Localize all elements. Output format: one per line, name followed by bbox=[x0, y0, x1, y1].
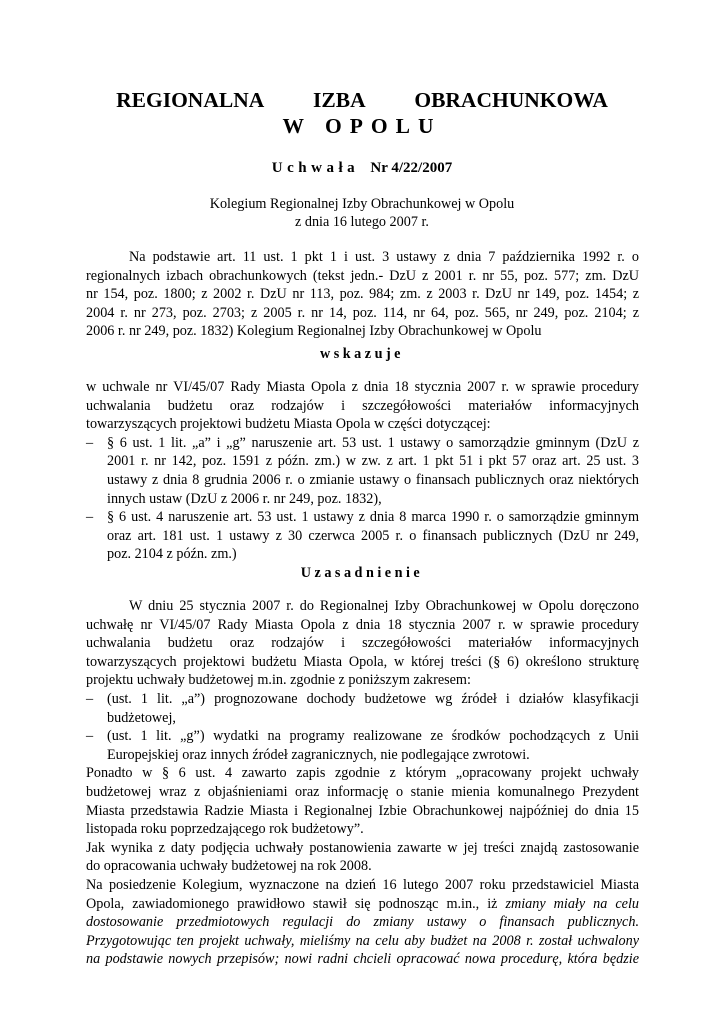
subtitle-date: z dnia 16 lutego 2007 r. bbox=[295, 214, 429, 230]
title-word-2: IZBA bbox=[313, 88, 366, 112]
section-wskazuje-body: w uchwale nr VI/45/07 Rady Miasta Opola z dnia 18 stycznia 2007 r. w sprawie procedury uchwalania budżetu oraz rodzajów i szczegółowości materiałów informacyjnych towarzyszących projektowi budżetu Miasta Opola w części dotyczącej: – § 6 ust. 1 lit. „a” i „g” naruszenie art. 53 ust. 1 ustawy o samorządzie gminnym (DzU z 2001 r. nr 142, poz. 1591 z późn. zm.) w zw. z art. 1 pkt 51 i pkt 57 oraz art. 25 ust. 3 ustawy z dnia 8 grudnia 2006 r. o zmianie ustawy o finansach publicznych oraz niektórych innych ustaw (DzU z 2006 r. nr 249, poz. 1832), – § 6 ust. 4 naruszenie art. 53 ust. 1 ustawy z dnia 8 marca 1990 r. o samorządzie gminnym oraz art. 181 ust. 1 ustawy z 30 czerwca 2005 r. o finansach publicznych (DzU nr 249, poz. 2104 z późn. zm.) bbox=[86, 379, 639, 563]
list-item: – § 6 ust. 1 lit. „a” i „g” naruszenie art. 53 ust. 1 ustawy o samorządzie gminnym (DzU z 2001 r. nr 142, poz. 1591 z późn. zm.) w zw. z art. 1 pkt 51 i pkt 57 oraz art. 25 ust. 3 ustawy z dnia 8 grudnia 2006 r. o zmianie ustawy o finansach publicznych oraz niektórych innych ustaw (DzU z 2006 r. nr 249, poz. 1832), bbox=[86, 434, 639, 507]
intro-paragraph: Na podstawie art. 11 ust. 1 pkt 1 i ust. 3 ustawy z dnia 7 października 1992 r. o regionalnych izbach obrachunkowych (tekst jedn.- DzU z 2001 r. nr 55, poz. 577; zm. DzU nr 154, poz. 1800; z 2002 r. DzU nr 113, poz. 984; zm. z 2003 r. DzU nr 149, poz. 1454; z 2004 r. nr 273, poz. 2703; z 2005 r. nr 14, poz. 114, nr 64, poz. 565, nr 249, poz. 2104; z 2006 r. nr 249, poz. 1832) Kolegium Regionalnej Izby Obrachunkowej w Opolu bbox=[86, 249, 639, 340]
title-word-3: OBRACHUNKOWA bbox=[414, 88, 608, 112]
resolution-word: Uchwała bbox=[271, 160, 360, 176]
list-item: – (ust. 1 lit. „a”) prognozowane dochody budżetowe wg źródeł i działów klasyfikacji budżetowej, bbox=[86, 690, 639, 726]
resolution-number bbox=[0, 159, 724, 178]
title-word-1: REGIONALNA bbox=[116, 88, 265, 112]
section-uzasadnienie-body: W dniu 25 stycznia 2007 r. do Regionalnej Izby Obrachunkowej w Opolu doręczono uchwałę nr VI/45/07 Rady Miasta Opola z dnia 18 stycznia 2007 r. w sprawie procedury uchwalania budżetu oraz rodzajów i szczegółowości materiałów informacyjnych towarzyszących projektowi budżetu Miasta Opola, w której treści (§ 6) określono strukturę projektu uchwały budżetowej m.in. zgodnie z poniższym zakresem: – (ust. 1 lit. „a”) prognozowane dochody budżetowe wg źródeł i działów klasyfikacji budżetowej, – (ust. 1 lit. „g”) wydatki na programy realizowane ze środków pochodzących z Unii Europejskiej oraz innych źródeł zagranicznych, nie podlegające zwrotowi. Ponadto w § 6 ust. 4 zawarto zapis zgodnie z którym „opracowany projekt uchwały budżetowej wraz z objaśnieniami oraz informację o stanie mienia komunalnego Prezydent Miasta przedstawia Radzie Miasta i Regionalnej Izbie Obrachunkowej najpóźniej do dnia 15 listopada roku poprzedzającego rok budżetowy”. Jak wynika z daty podjęcia uchwały postanowienia zawarte w jej treści znajdą zastosowanie do opracowania uchwały budżetowej na rok 2008. Na posiedzenie Kolegium, wyznaczone na dzień 16 lutego 2007 roku przedstawiciel Miasta Opola, zawiadomionego prawidłowo stawił się podnosząc m.in., iż zmiany miały na celu dostosowanie przedmiotowych regulacji do zmiany ustawy o finansach publicznych. Przygotowując ten projekt uchwały, mieliśmy na celu aby budżet na 2008 r. został uchwalony na podstawie nowych przepisów; nowi radni chcieli opracować nowa procedurę, która będzie bbox=[86, 598, 639, 968]
resolution-subtitle bbox=[0, 195, 724, 231]
institution-title-line-2: W OPOLU bbox=[282, 114, 442, 138]
resolution-number-value: Nr 4/22/2007 bbox=[370, 160, 453, 176]
list-item: – § 6 ust. 4 naruszenie art. 53 ust. 1 ustawy z dnia 8 marca 1990 r. o samorządzie gminnym oraz art. 181 ust. 1 ustawy z 30 czerwca 2005 r. o finansach publicznych (DzU nr 249, poz. 2104 z późn. zm.) bbox=[86, 509, 639, 563]
institution-title-line-1 bbox=[0, 88, 724, 112]
section-heading-wskazuje: wskazuje bbox=[320, 346, 404, 362]
section-heading-uzasadnienie: Uzasadnienie bbox=[300, 565, 424, 581]
list-item: – (ust. 1 lit. „g”) wydatki na programy realizowane ze środków pochodzących z Unii Europejskiej oraz innych źródeł zagranicznych, nie podlegające zwrotowi. bbox=[86, 728, 639, 763]
subtitle-issuer: Kolegium Regionalnej Izby Obrachunkowej w Opolu bbox=[209, 196, 515, 212]
mixed-line: Opola, zawiadomionego prawidłowo stawił się podnosząc m.in., iż zmiany miały na celu bbox=[86, 895, 639, 912]
